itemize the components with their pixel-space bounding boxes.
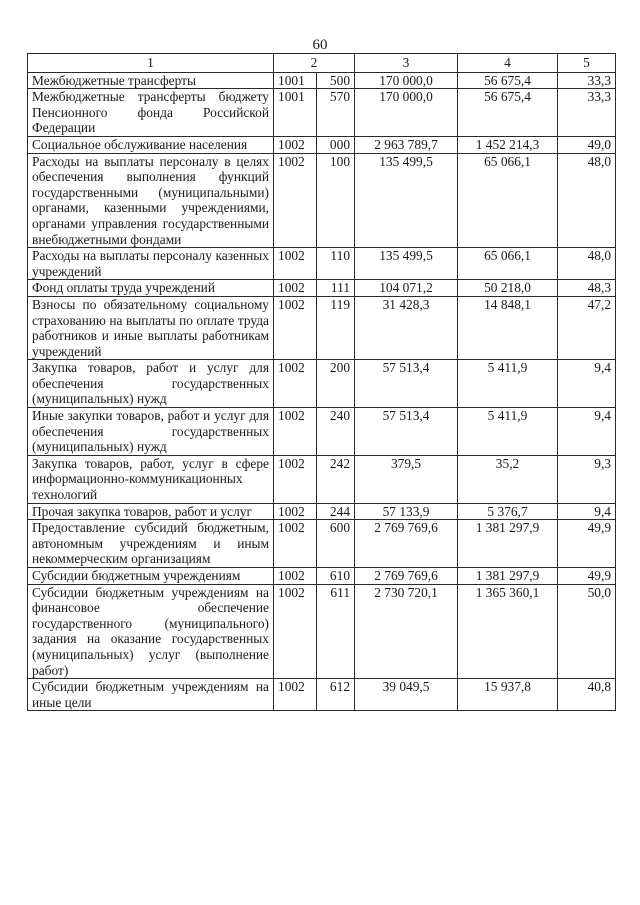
row-plan-amount: 104 071,2 xyxy=(355,280,458,297)
row-actual-amount: 65 066,1 xyxy=(458,248,558,280)
row-name: Прочая закупка товаров, работ и услуг xyxy=(28,503,274,520)
row-actual-amount: 1 452 214,3 xyxy=(458,136,558,153)
row-expense-type: 240 xyxy=(317,408,355,456)
row-expense-type: 500 xyxy=(317,72,355,89)
table-row xyxy=(28,280,616,297)
row-expense-type: 111 xyxy=(317,280,355,297)
header-col-5: 5 xyxy=(558,54,616,73)
row-section-code: 1001 xyxy=(274,72,317,89)
header-col-4: 4 xyxy=(458,54,558,73)
row-name: Фонд оплаты труда учреждений xyxy=(28,280,274,297)
row-name: Субсидии бюджетным учреждениям на финансовое обеспечение государственного (муниципального) задания на оказание государственных (муниципальных) услуг (выполнение работ) xyxy=(28,584,274,679)
table-row xyxy=(28,568,616,585)
row-expense-type: 110 xyxy=(317,248,355,280)
row-expense-type: 100 xyxy=(317,153,355,248)
row-actual-amount: 5 411,9 xyxy=(458,408,558,456)
budget-table xyxy=(27,53,616,711)
row-percent: 33,3 xyxy=(558,89,616,137)
row-percent: 48,3 xyxy=(558,280,616,297)
row-section-code: 1002 xyxy=(274,408,317,456)
row-section-code: 1002 xyxy=(274,584,317,679)
table-row xyxy=(28,455,616,503)
row-percent: 40,8 xyxy=(558,679,616,711)
row-percent: 33,3 xyxy=(558,72,616,89)
table-header xyxy=(28,54,616,73)
row-actual-amount: 15 937,8 xyxy=(458,679,558,711)
header-row xyxy=(28,54,616,73)
row-name: Иные закупки товаров, работ и услуг для обеспечения государственных (муниципальных) нужд xyxy=(28,408,274,456)
row-section-code: 1002 xyxy=(274,153,317,248)
row-expense-type: 242 xyxy=(317,455,355,503)
row-section-code: 1002 xyxy=(274,280,317,297)
row-section-code: 1002 xyxy=(274,455,317,503)
table-body xyxy=(28,72,616,711)
row-plan-amount: 39 049,5 xyxy=(355,679,458,711)
row-actual-amount: 1 381 297,9 xyxy=(458,568,558,585)
row-percent: 9,4 xyxy=(558,360,616,408)
row-percent: 49,0 xyxy=(558,136,616,153)
row-expense-type: 244 xyxy=(317,503,355,520)
row-percent: 47,2 xyxy=(558,296,616,359)
row-actual-amount: 56 675,4 xyxy=(458,72,558,89)
row-name: Субсидии бюджетным учреждениям xyxy=(28,568,274,585)
row-section-code: 1002 xyxy=(274,296,317,359)
row-section-code: 1002 xyxy=(274,136,317,153)
row-actual-amount: 65 066,1 xyxy=(458,153,558,248)
row-percent: 48,0 xyxy=(558,153,616,248)
header-col-2: 2 xyxy=(274,54,355,73)
row-actual-amount: 5 411,9 xyxy=(458,360,558,408)
row-section-code: 1002 xyxy=(274,679,317,711)
row-actual-amount: 35,2 xyxy=(458,455,558,503)
row-plan-amount: 2 963 789,7 xyxy=(355,136,458,153)
row-plan-amount: 170 000,0 xyxy=(355,72,458,89)
row-percent: 9,4 xyxy=(558,503,616,520)
row-expense-type: 610 xyxy=(317,568,355,585)
row-plan-amount: 135 499,5 xyxy=(355,153,458,248)
row-actual-amount: 5 376,7 xyxy=(458,503,558,520)
row-actual-amount: 56 675,4 xyxy=(458,89,558,137)
table-row xyxy=(28,296,616,359)
table-row xyxy=(28,503,616,520)
table-row xyxy=(28,520,616,568)
row-percent: 49,9 xyxy=(558,520,616,568)
row-percent: 48,0 xyxy=(558,248,616,280)
row-section-code: 1002 xyxy=(274,360,317,408)
row-percent: 9,3 xyxy=(558,455,616,503)
header-col-1: 1 xyxy=(28,54,274,73)
row-actual-amount: 50 218,0 xyxy=(458,280,558,297)
table-row xyxy=(28,136,616,153)
row-plan-amount: 2 769 769,6 xyxy=(355,568,458,585)
row-expense-type: 570 xyxy=(317,89,355,137)
table-row xyxy=(28,153,616,248)
table-row xyxy=(28,360,616,408)
row-section-code: 1002 xyxy=(274,503,317,520)
row-plan-amount: 379,5 xyxy=(355,455,458,503)
header-col-3: 3 xyxy=(355,54,458,73)
row-percent: 9,4 xyxy=(558,408,616,456)
row-name: Закупка товаров, работ, услуг в сфере информационно-коммуникационных технологий xyxy=(28,455,274,503)
row-expense-type: 119 xyxy=(317,296,355,359)
row-section-code: 1002 xyxy=(274,568,317,585)
row-actual-amount: 14 848,1 xyxy=(458,296,558,359)
row-percent: 49,9 xyxy=(558,568,616,585)
row-plan-amount: 2 769 769,6 xyxy=(355,520,458,568)
row-actual-amount: 1 381 297,9 xyxy=(458,520,558,568)
row-plan-amount: 2 730 720,1 xyxy=(355,584,458,679)
row-expense-type: 611 xyxy=(317,584,355,679)
table-row xyxy=(28,408,616,456)
row-actual-amount: 1 365 360,1 xyxy=(458,584,558,679)
row-plan-amount: 135 499,5 xyxy=(355,248,458,280)
row-name: Расходы на выплаты персоналу в целях обеспечения выполнения функций государственными (муниципальными) органами, казенными учреждениями, органами управления государственными внебюджетными фондами xyxy=(28,153,274,248)
table-row xyxy=(28,89,616,137)
row-expense-type: 612 xyxy=(317,679,355,711)
row-section-code: 1002 xyxy=(274,248,317,280)
row-section-code: 1001 xyxy=(274,89,317,137)
row-name: Межбюджетные трансферты xyxy=(28,72,274,89)
row-section-code: 1002 xyxy=(274,520,317,568)
row-plan-amount: 170 000,0 xyxy=(355,89,458,137)
page-number: 60 xyxy=(312,37,328,53)
row-name: Межбюджетные трансферты бюджету Пенсионного фонда Российской Федерации xyxy=(28,89,274,137)
row-name: Субсидии бюджетным учреждениям на иные цели xyxy=(28,679,274,711)
row-expense-type: 000 xyxy=(317,136,355,153)
row-expense-type: 600 xyxy=(317,520,355,568)
row-name: Закупка товаров, работ и услуг для обеспечения государственных (муниципальных) нужд xyxy=(28,360,274,408)
row-plan-amount: 31 428,3 xyxy=(355,296,458,359)
table-row xyxy=(28,679,616,711)
table-row xyxy=(28,248,616,280)
table-row xyxy=(28,584,616,679)
row-expense-type: 200 xyxy=(317,360,355,408)
row-percent: 50,0 xyxy=(558,584,616,679)
row-name: Взносы по обязательному социальному страхованию на выплаты по оплате труда работников и иные выплаты работникам учреждений xyxy=(28,296,274,359)
row-name: Социальное обслуживание населения xyxy=(28,136,274,153)
row-plan-amount: 57 513,4 xyxy=(355,408,458,456)
row-plan-amount: 57 513,4 xyxy=(355,360,458,408)
row-name: Расходы на выплаты персоналу казенных учреждений xyxy=(28,248,274,280)
table-row xyxy=(28,72,616,89)
row-plan-amount: 57 133,9 xyxy=(355,503,458,520)
row-name: Предоставление субсидий бюджетным, автономным учреждениям и иным некоммерческим организациям xyxy=(28,520,274,568)
